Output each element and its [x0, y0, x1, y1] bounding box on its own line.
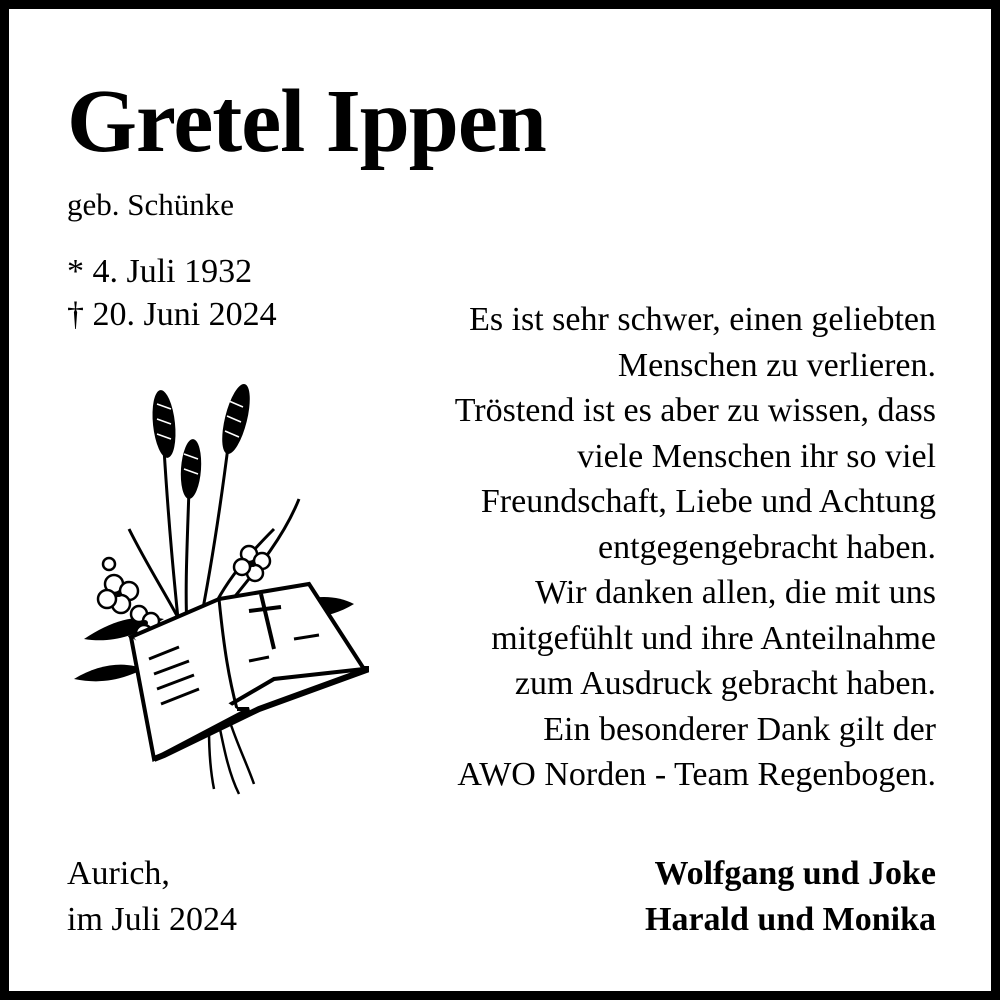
message-line: viele Menschen ihr so viel	[577, 437, 936, 475]
message-line: Ein besonderer Dank gilt der	[543, 710, 936, 748]
message-line: zum Ausdruck gebracht haben.	[514, 665, 936, 702]
message-line: Tröstend ist es aber zu wissen, dass	[454, 392, 936, 429]
thank-you-message	[336, 297, 936, 798]
signature-line-1: Wolfgang und Joke	[654, 855, 936, 892]
message-line: entgegengebracht haben.	[598, 528, 936, 566]
message-line: Freundschaft, Liebe und Achtung	[480, 483, 936, 520]
wheat-book-cross-icon	[69, 379, 369, 799]
death-date: † 20. Juni 2024	[67, 296, 277, 333]
message-line: AWO Norden - Team Regenbogen.	[457, 756, 936, 793]
message-line: Wir danken allen, die mit uns	[535, 574, 936, 611]
message-line: Es ist sehr schwer, einen geliebten	[469, 301, 936, 338]
place: Aurich,	[67, 855, 170, 892]
date-line: im Juli 2024	[67, 901, 238, 938]
message-line: Menschen zu verlieren.	[617, 346, 936, 384]
deceased-name: Gretel Ippen	[67, 72, 546, 171]
message-line: mitgefühlt und ihre Anteilnahme	[491, 619, 936, 657]
signature-line-2: Harald und Monika	[645, 901, 936, 938]
birth-date: * 4. Juli 1932	[67, 253, 253, 290]
maiden-name: geb. Schünke	[67, 187, 235, 222]
